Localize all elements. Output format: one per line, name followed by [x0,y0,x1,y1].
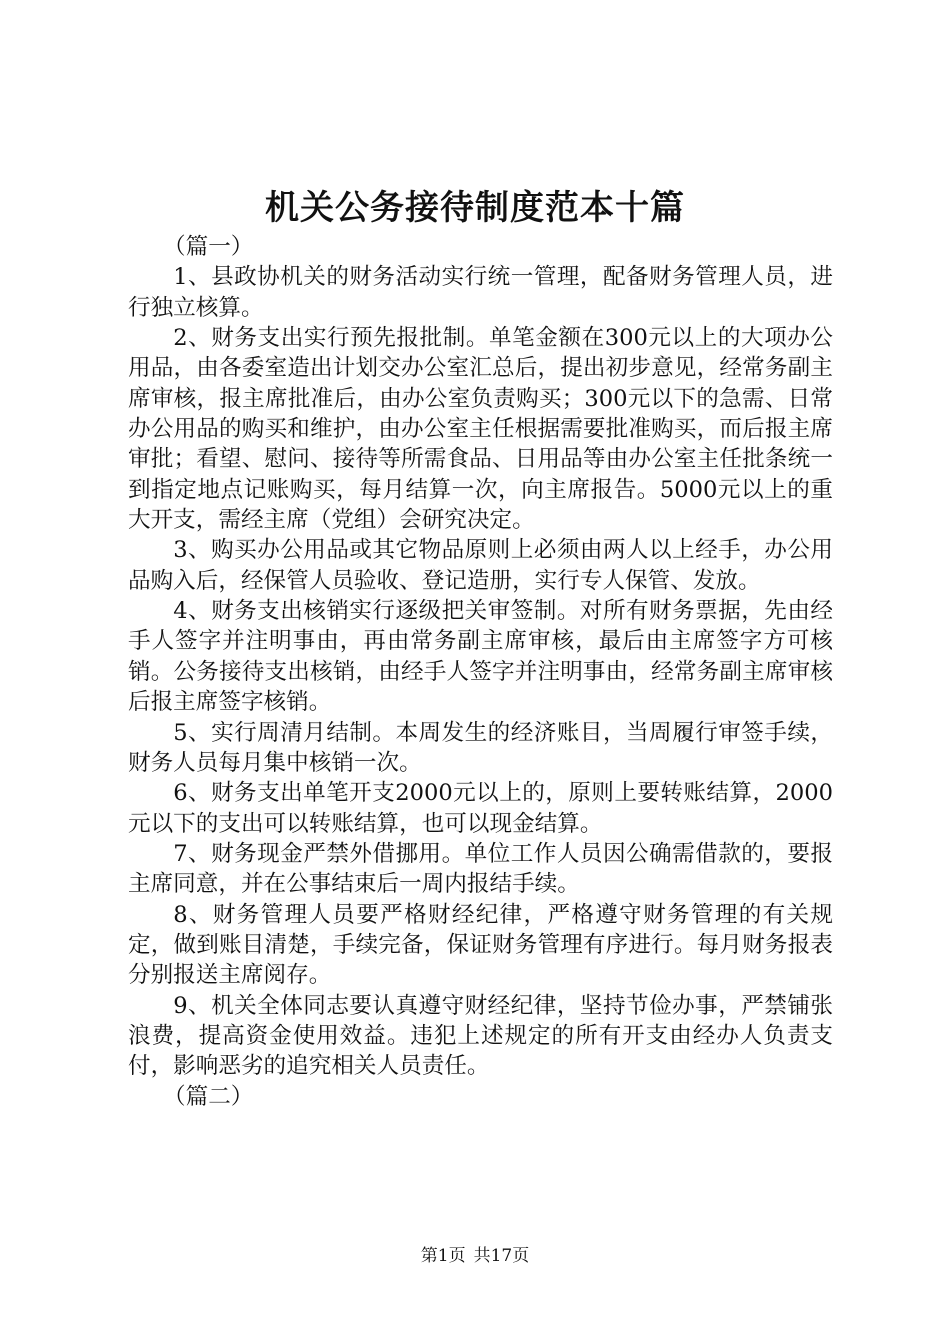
page-footer [0,1244,950,1268]
paragraph-7: 7、财务现金严禁外借挪用。单位工作人员因公确需借款的，要报主席同意，并在公事结束后一周内报结手续。 [128,840,833,898]
paragraph-6: 6、财务支出单笔开支2000元以上的，原则上要转账结算，2000元以下的支出可以转账结算，也可以现金结算。 [128,780,833,837]
document-title: 机关公务接待制度范本十篇 [265,188,685,228]
page-number: 第1页 [420,1246,466,1266]
paragraph-8: 8、财务管理人员要严格财经纪律，严格遵守财务管理的有关规定，做到账目清楚，手续完备，保证财务管理有序进行。每月财务报表分别报送主席阅存。 [128,901,833,989]
section-heading-2: （篇二） [163,1083,254,1110]
paragraph-2: 2、财务支出实行预先报批制。单笔金额在300元以上的大项办公用品，由各委室造出计划交办公室汇总后，提出初步意见，经常务副主席审核，报主席批准后，由办公室负责购买；300元以下的急需、日常办公用品的购买和维护，由办公室主任根据需要批准购买，而后报主席审批；看望、慰问、接待等所需食品、日用品等由办公室主任批条统一到指定地点记账购买，每月结算一次，向主席报告。5000元以上的重大开支，需经主席（党组）会研究决定。 [128,325,833,534]
section-heading-1: （篇一） [163,234,254,260]
paragraph-3: 3、购买办公用品或其它物品原则上必须由两人以上经手，办公用品购入后，经保管人员验收、登记造册，实行专人保管、发放。 [128,537,833,594]
paragraph-9: 9、机关全体同志要认真遵守财经纪律，坚持节俭办事，严禁铺张浪费，提高资金使用效益。违犯上述规定的所有开支由经办人负责支付，影响恶劣的追究相关人员责任。 [128,992,833,1080]
page-total: 共17页 [473,1246,530,1266]
paragraph-4: 4、财务支出核销实行逐级把关审签制。对所有财务票据，先由经手人签字并注明事由，再由常务副主席审核，最后由主席签字方可核销。公务接待支出核销，由经手人签字并注明事由，经常务副主席审核后报主席签字核销。 [128,598,833,716]
document-body [128,232,833,1112]
paragraph-1: 1、县政协机关的财务活动实行统一管理，配备财务管理人员，进行独立核算。 [128,264,833,321]
paragraph-5: 5、实行周清月结制。本周发生的经济账目，当周履行审签手续，财务人员每月集中核销一次。 [128,719,833,776]
